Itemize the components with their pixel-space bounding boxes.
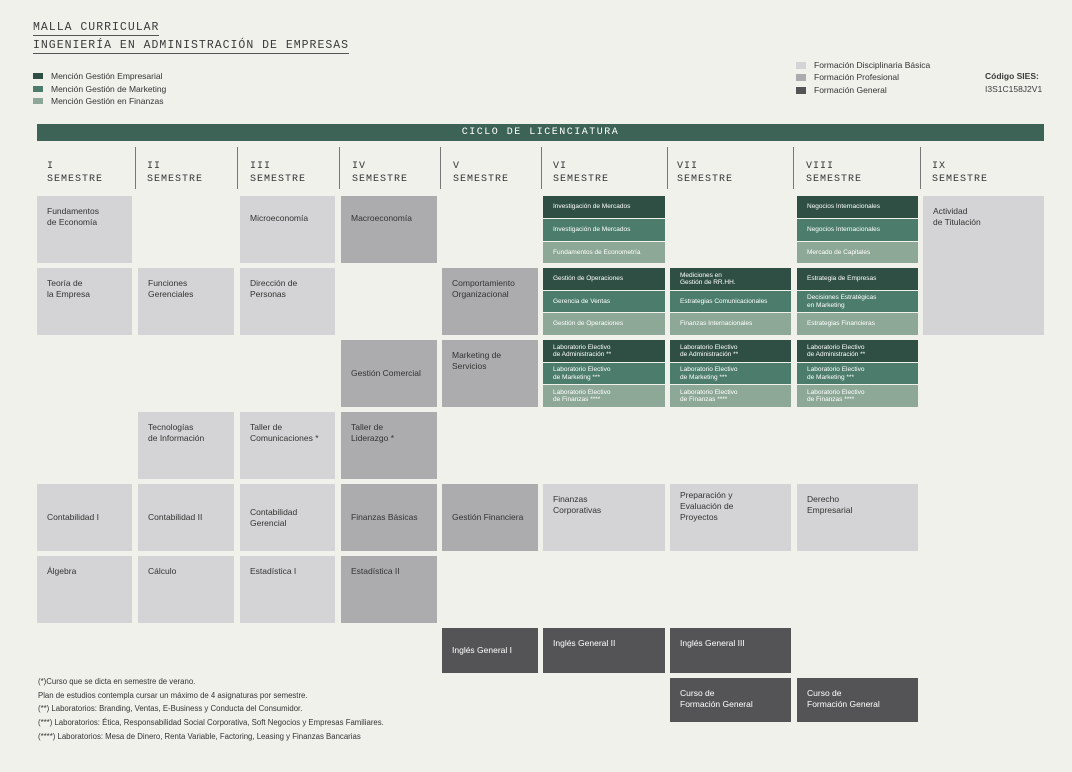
course-estadistica-2: Estadística II [341,556,437,623]
course-formacion-general: Curso de Formación General [670,678,791,722]
semester-header-4: IV SEMESTRE [352,161,409,185]
legend-label: Formación Disciplinaria Básica [814,60,931,70]
column-divider [440,147,441,189]
course-gestion-comercial: Gestión Comercial [341,340,437,407]
footnote: (**) Laboratorios: Branding, Ventas, E-Business y Conducta del Consumidor. [38,704,303,713]
course-marketing-servicios: Marketing de Servicios [442,340,538,407]
course-lab-administracion: Laboratorio Electivo de Administración ** [543,340,665,362]
course-taller-comunicaciones: Taller de Comunicaciones * [240,412,335,479]
column-divider [920,147,921,189]
legend-item-empresarial [33,71,163,81]
course-funciones-gerenciales: Funciones Gerenciales [138,268,234,335]
course-formacion-general: Curso de Formación General [797,678,918,722]
legend-swatch [796,87,806,94]
legend-swatch [33,73,43,79]
column-divider [793,147,794,189]
column-divider [667,147,668,189]
column-divider [135,147,136,189]
course-gestion-financiera: Gestión Financiera [442,484,538,551]
course-macroeconomia: Macroeconomía [341,196,437,263]
course-actividad-titulacion: Actividad de Titulación [923,196,1044,335]
course-calculo: Cálculo [138,556,234,623]
legend-item-marketing [33,84,166,94]
course-fundamentos-econometria: Fundamentos de Econometría [543,242,665,263]
course-finanzas-internacionales: Finanzas Internacionales [670,313,791,335]
sies-label: Código SIES: [985,71,1039,81]
course-finanzas-basicas: Finanzas Básicas [341,484,437,551]
semester-header-5: V SEMESTRE [453,161,510,185]
course-lab-marketing: Laboratorio Electivo de Marketing *** [543,363,665,384]
course-lab-marketing: Laboratorio Electivo de Marketing *** [670,363,791,384]
semester-header-6: VI SEMESTRE [553,161,610,185]
course-preparacion-evaluacion-proyectos: Preparación y Evaluación de Proyectos [670,484,791,551]
course-gerencia-ventas: Gerencia de Ventas [543,291,665,312]
legend-swatch [796,62,806,69]
course-mediciones-rrhh: Mediciones en Gestión de RR.HH. [670,268,791,290]
course-taller-liderazgo: Taller de Liderazgo * [341,412,437,479]
program-title: INGENIERÍA EN ADMINISTRACIÓN DE EMPRESAS [33,39,350,52]
course-teoria-empresa: Teoría de la Empresa [37,268,132,335]
course-direccion-personas: Dirección de Personas [240,268,335,335]
legend-item-general [796,85,887,95]
semester-header-7: VII SEMESTRE [677,161,734,185]
course-algebra: Álgebra [37,556,132,623]
legend-swatch [796,74,806,81]
course-derecho-empresarial: Derecho Empresarial [797,484,918,551]
footnote: (***) Laboratorios: Ética, Responsabilidad Social Corporativa, Soft Negocios y Empresas Familiares. [38,718,384,727]
footnote: Plan de estudios contempla cursar un máximo de 4 asignaturas por semestre. [38,691,308,700]
page-title: MALLA CURRICULAR [33,21,160,34]
course-investigacion-mercados: Investigación de Mercados [543,219,665,241]
column-divider [339,147,340,189]
course-lab-finanzas: Laboratorio Electivo de Finanzas **** [543,385,665,407]
course-ingles-general-1: Inglés General I [442,628,538,673]
course-lab-administracion: Laboratorio Electivo de Administración ** [670,340,791,362]
course-comportamiento-organizacional: Comportamiento Organizacional [442,268,538,335]
course-ingles-general-3: Inglés General III [670,628,791,673]
course-estadistica-1: Estadística I [240,556,335,623]
footnote: (****) Laboratorios: Mesa de Dinero, Renta Variable, Factoring, Leasing y Finanzas Bancarias [38,732,361,741]
column-divider [541,147,542,189]
course-lab-marketing: Laboratorio Electivo de Marketing *** [797,363,918,384]
legend-label: Formación General [814,85,887,95]
course-contabilidad-1: Contabilidad I [37,484,132,551]
cycle-banner: CICLO DE LICENCIATURA [37,124,1044,141]
legend-label: Mención Gestión en Finanzas [51,96,164,106]
course-investigacion-mercados: Investigación de Mercados [543,196,665,218]
course-ingles-general-2: Inglés General II [543,628,665,673]
semester-header-8: VIII SEMESTRE [806,161,863,185]
course-decisiones-estrategicas-marketing: Decisiones Estratégicas en Marketing [797,291,918,312]
course-estrategia-empresas: Estrategia de Empresas [797,268,918,290]
legend-item-basica [796,60,930,70]
course-estrategias-financieras: Estrategias Financieras [797,313,918,335]
legend-swatch [33,86,43,92]
course-gestion-operaciones: Gestión de Operaciones [543,313,665,335]
footnote: (*)Curso que se dicta en semestre de verano. [38,677,196,686]
course-contabilidad-2: Contabilidad II [138,484,234,551]
column-divider [237,147,238,189]
semester-header-3: III SEMESTRE [250,161,307,185]
course-negocios-internacionales: Negocios Internacionales [797,196,918,218]
course-finanzas-corporativas: Finanzas Corporativas [543,484,665,551]
legend-label: Mención Gestión de Marketing [51,84,167,94]
semester-header-9: IX SEMESTRE [932,161,989,185]
legend-swatch [33,98,43,104]
course-microeconomia: Microeconomía [240,196,335,263]
legend-label: Mención Gestión Empresarial [51,71,163,81]
course-mercado-capitales: Mercado de Capitales [797,242,918,263]
course-estrategias-comunicacionales: Estrategias Comunicacionales [670,291,791,312]
legend-item-profesional [796,72,899,82]
legend-item-finanzas [33,96,163,106]
course-tecnologias-informacion: Tecnologías de Información [138,412,234,479]
course-lab-finanzas: Laboratorio Electivo de Finanzas **** [797,385,918,407]
course-contabilidad-gerencial: Contabilidad Gerencial [240,484,335,551]
course-fundamentos-economia: Fundamentos de Economía [37,196,132,263]
semester-header-2: II SEMESTRE [147,161,204,185]
course-lab-finanzas: Laboratorio Electivo de Finanzas **** [670,385,791,407]
semester-header-1: I SEMESTRE [47,161,104,185]
sies-code: I3S1C158J2V1 [985,84,1043,94]
course-lab-administracion: Laboratorio Electivo de Administración ** [797,340,918,362]
legend-label: Formación Profesional [814,72,900,82]
course-gestion-operaciones: Gestión de Operaciones [543,268,665,290]
course-negocios-internacionales: Negocios Internacionales [797,219,918,241]
